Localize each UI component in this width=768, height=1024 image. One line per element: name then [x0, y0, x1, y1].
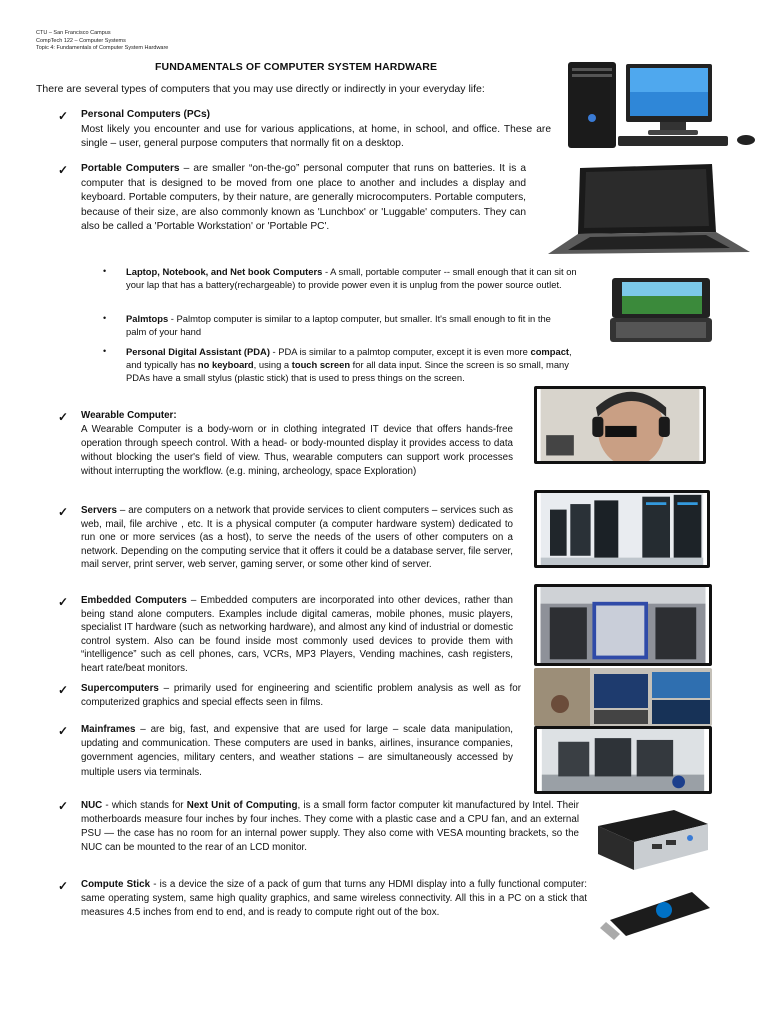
check-icon: ✓	[58, 410, 69, 424]
header-campus: CTU – San Francisco Campus	[36, 30, 111, 36]
compute-stick-image	[596, 888, 714, 944]
term-servers: Servers	[81, 505, 117, 516]
section-embedded	[81, 594, 513, 676]
check-icon: ✓	[58, 109, 69, 123]
bold-no-keyboard: no keyboard	[197, 359, 254, 371]
section-wearable	[81, 409, 513, 479]
text-pc: Most likely you encounter and use for various applications, at home, in school, and office. These are single – user, general purpose computers that normally fit on a desktop.	[81, 123, 551, 150]
text-pda-3: , using a	[253, 359, 292, 371]
servers-image	[534, 490, 710, 568]
check-icon: ✓	[58, 683, 69, 697]
page-title: FUNDAMENTALS OF COMPUTER SYSTEM HARDWARE	[155, 61, 438, 73]
header-topic: Topic 4: Fundamentals of Computer System Hardware	[36, 45, 169, 51]
check-icon: ✓	[58, 799, 69, 813]
text-wearable: A Wearable Computer is a body-worn or in clothing integrated IT device that offers hands-free operation through speech control. With a head- or body-mounted display it provides access to data without blocking the user's field of view. Thus, wearable computers can support work processes without interrupting the workflow. (e.g. mining, archeology, space Exploration)	[81, 424, 513, 478]
section-super	[81, 682, 521, 709]
text-palmtop: - Palmtop computer is similar to a laptop computer, but smaller. It's small enough to fit in the palm of your hand	[126, 313, 551, 338]
section-pc	[81, 108, 551, 152]
text-stick: - is a device the size of a pack of gum that turns any HDMI display into a fully functional computer: same operating system, same high quality graphics, and same wireless connectivity. All this in a PC on a stick that measures 4.5 inches from end to end, and is ready to compute right out of the box.	[81, 879, 587, 918]
section-nuc	[81, 799, 579, 855]
desktop-pc-image	[560, 58, 760, 153]
section-mainframes	[81, 723, 513, 780]
section-laptop	[126, 265, 588, 291]
text-embedded: – Embedded computers are incorporated into other devices, rather than being stand alone computers. Examples include digital cameras, mobile phones, music players, specialist IT hardware (such as networking hardware), and almost any kind of industrial or domestic control system. Also can be found inside most commonly used devices to provide them with “intelligence” such as cell phones, cars, VCRs, MP3 Players, Vending machines, cash registers, heart rate/beat monitors.	[81, 595, 514, 674]
bold-compact: compact	[530, 346, 570, 357]
bullet-icon: •	[103, 346, 107, 356]
check-icon: ✓	[58, 163, 69, 177]
text-servers: – are computers on a network that provide services to client computers – services such as web, mail, file archive , etc. It is a physical computer (a computer hardware system) dedicated to run one or more services (as a host), to serve the needs of the users of other computers on a network. Depending on the computing service that it offers it could be a database server, file server, mail server, print server, web server, gaming server, or some other kind of server.	[81, 505, 513, 571]
term-embedded: Embedded Computers	[81, 595, 187, 606]
pda-image	[608, 276, 714, 346]
bullet-icon: •	[103, 313, 107, 323]
check-icon: ✓	[58, 595, 69, 609]
bold-next-unit: Next Unit of Computing	[186, 800, 298, 811]
header-course: CompTech 122 – Computer Systems	[36, 37, 126, 44]
text-nuc-2: , is a small form factor computer kit manufactured by Intel. Their motherboards measure four inches by four inches. They come with a plastic case and a CPU fan, and an external PSU — the case has no room for an internal power supply. They also come with VESA mounting brackets, so the NUC can be mounted to the rear of an LCD monitor.	[81, 800, 579, 853]
section-portable	[81, 162, 526, 235]
text-pda-1: - PDA is similar to a palmtop computer, except it is even more	[269, 346, 531, 357]
bold-touch-screen: touch screen	[291, 359, 351, 371]
term-palmtop: Palmtops	[126, 313, 169, 324]
text-super: – primarily used for engineering and scientific problem analysis as well as for computerized graphics and special effects seen in films.	[81, 683, 521, 708]
term-stick: Compute Stick	[81, 879, 151, 890]
text-pda-2: , and typically has	[126, 346, 572, 371]
term-portable: Portable Computers	[81, 163, 180, 174]
text-pda-4: for all data input. Since the screen is so small, many PDAs have a small stylus (plastic stick) that is used to press things on the screen.	[126, 359, 569, 384]
term-mainframes: Mainframes	[81, 724, 136, 735]
nuc-image	[590, 804, 712, 878]
check-icon: ✓	[58, 505, 69, 519]
text-mainframes: – are big, fast, and expensive that are used for large – scale data manipulation, updating and communication. These computers are used in banks, airlines, insurance companies, government agencies, military centers, and weather stations – are simultaneously accessed by multiple users via terminals.	[81, 724, 513, 778]
check-icon: ✓	[58, 879, 69, 893]
term-pda: Personal Digital Assistant (PDA)	[126, 346, 270, 357]
section-pda	[126, 345, 588, 385]
term-wearable: Wearable Computer:	[81, 410, 177, 421]
intro-text: There are several types of computers that you may use directly or indirectly in your everyday life:	[36, 83, 485, 95]
bullet-icon: •	[103, 266, 107, 276]
section-stick	[81, 878, 587, 920]
section-palmtop	[126, 312, 566, 338]
section-servers	[81, 504, 513, 572]
text-portable: – are smaller “on-the-go” personal computer that runs on batteries. It is a computer that is designed to be moved from one place to another and includes a display and keyboard. Portable computers, by their nature, are generally microcomputers. Portable computers, because of their size, are also commonly known as 'Lunchbox' or 'Luggable' computers. They can also be called a 'Portable Workstation' or 'Portable PC'.	[81, 163, 526, 233]
text-nuc-1: - which stands for	[102, 800, 187, 811]
check-icon: ✓	[58, 724, 69, 738]
embedded-image	[534, 584, 712, 666]
term-super: Supercomputers	[81, 683, 159, 694]
course-header	[36, 30, 168, 53]
supercomputer-image	[534, 668, 712, 726]
text-laptop: - A small, portable computer -- small enough that it can sit on your lap that has a battery(rechargeable) to provide power even it is unplug from the power source outlet.	[126, 266, 577, 291]
wearable-image	[534, 386, 706, 464]
term-nuc: NUC	[81, 800, 103, 811]
mainframe-image	[534, 726, 712, 794]
term-laptop: Laptop, Notebook, and Net book Computers	[126, 266, 323, 277]
laptop-image	[540, 160, 758, 260]
term-pc: Personal Computers (PCs)	[81, 109, 211, 120]
